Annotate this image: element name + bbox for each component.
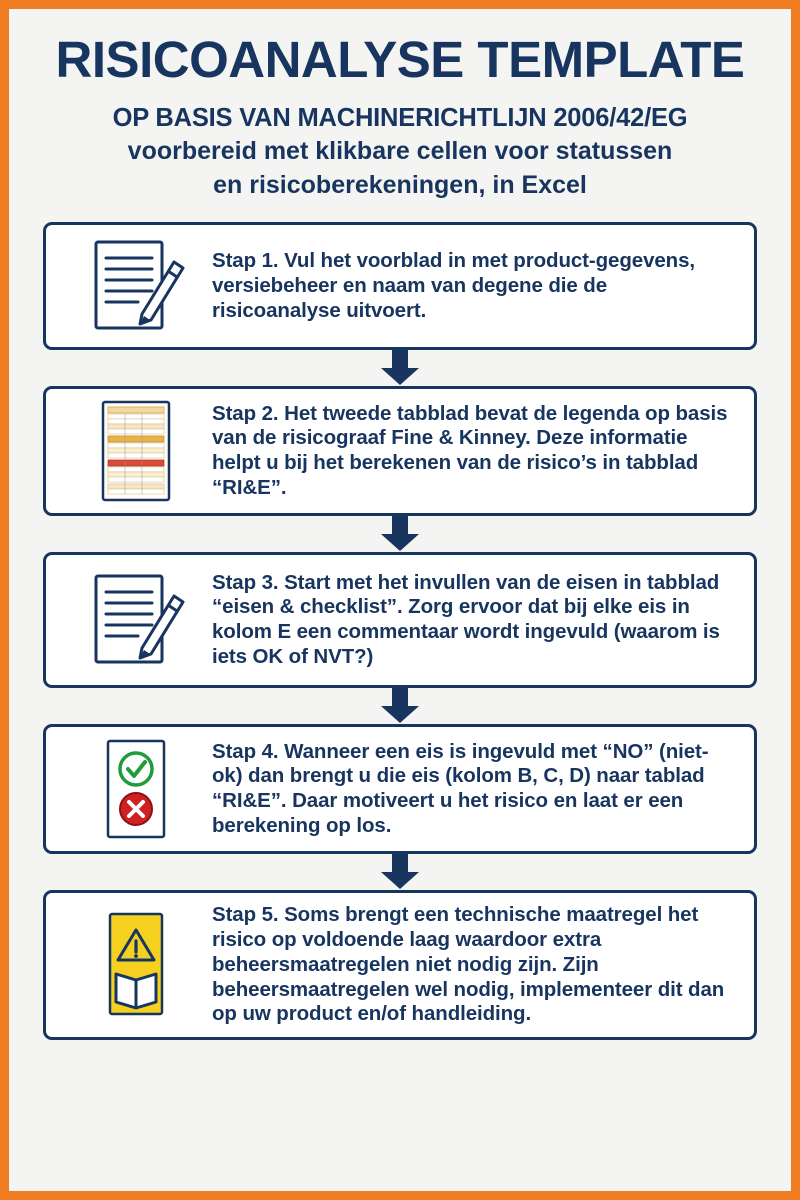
- arrow-1-2: [43, 350, 757, 386]
- step-5-text: Stap 5. Soms brengt een technische maatregel het risico op voldoende laag waardoor extra beheersmaatregelen niet nodig zijn. Zijn beheersmaatregelen wel nodig, implementeer dit dan op uw product en/of handleiding.: [212, 903, 725, 1026]
- subtitle-line-1: OP BASIS VAN MACHINERICHTLIJN 2006/42/EG: [112, 103, 688, 132]
- arrow-2-3: [43, 516, 757, 552]
- step-3-text: Stap 3. Start met het invullen van de eisen in tabblad “eisen & checklist”. Zorg ervoor dat bij elke eis in kolom E een commentaar wordt ingevuld (waarom is iets OK of NVT?): [212, 570, 720, 668]
- step-card-4: [43, 724, 757, 854]
- document-pencil-icon: [82, 570, 190, 670]
- subtitle-line-3: en risicoberekeningen, in Excel: [213, 170, 587, 199]
- step-3-icon-cell: [60, 570, 212, 670]
- check-cross-icon: [90, 737, 182, 841]
- step-1-icon-cell: [60, 236, 212, 336]
- step-card-3: [43, 552, 757, 688]
- step-2-icon-cell: [60, 399, 212, 503]
- step-4-text: Stap 4. Wanneer een eis is ingevuld met “NO” (niet-ok) dan brengt u die eis (kolom B, C, D) naar tablad “RI&E”. Daar motiveert u het risico en laat er een berekening op los.: [212, 739, 709, 837]
- poster-content: [9, 9, 791, 1191]
- subtitle-line-2: voorbereid met klikbare cellen voor statussen: [127, 137, 673, 166]
- check-icon: [120, 753, 152, 785]
- step-2-text: Stap 2. Het tweede tabblad bevat de legenda op basis van de risicograaf Fine & Kinney. Deze informatie helpt u bij het berekenen van de risico’s in tabblad “RI&E”.: [212, 401, 728, 499]
- arrow-3-4: [43, 688, 757, 724]
- step-card-2: [43, 386, 757, 516]
- warning-manual-icon: [90, 910, 182, 1020]
- legend-table-icon: [87, 399, 185, 503]
- cross-icon: [120, 793, 152, 825]
- arrow-4-5: [43, 854, 757, 890]
- step-card-1: [43, 222, 757, 350]
- step-5-icon-cell: [60, 910, 212, 1020]
- step-1-text: Stap 1. Vul het voorblad in met product-gegevens, versiebeheer en naam van degene die de risicoanalyse uitvoert.: [212, 248, 695, 322]
- document-pencil-icon: [82, 236, 190, 336]
- step-card-5: [43, 890, 757, 1040]
- subtitle-block: [43, 103, 757, 201]
- manual-book-icon: [116, 974, 156, 1008]
- step-4-icon-cell: [60, 737, 212, 841]
- steps-flowchart: [43, 222, 757, 1040]
- page-title: RISICOANALYSE TEMPLATE: [55, 31, 745, 88]
